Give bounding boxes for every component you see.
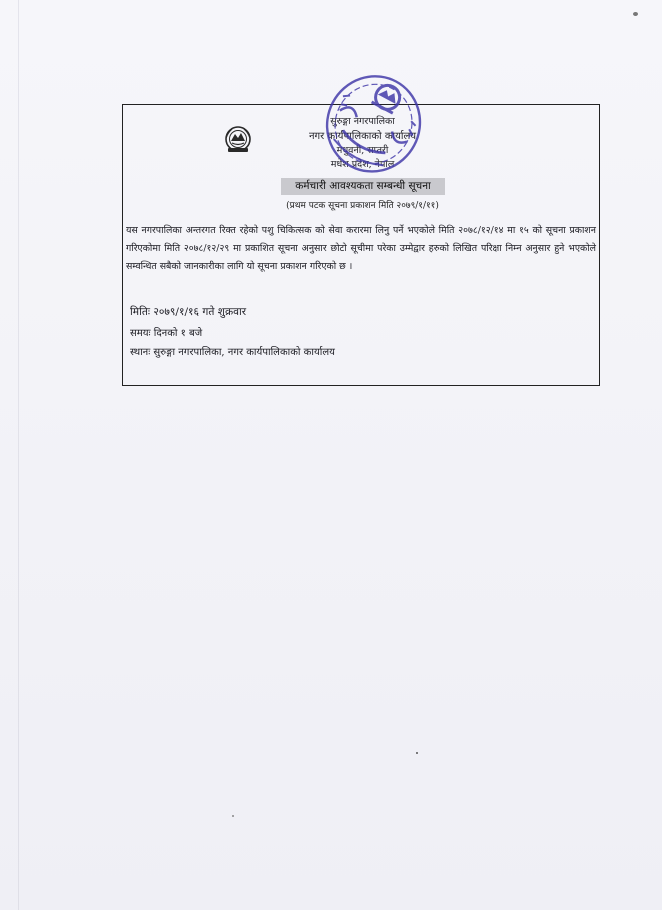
scan-speck — [416, 752, 418, 754]
scan-speck — [232, 815, 234, 817]
header-office-name: नगर कार्यपालिकाको कार्यालय — [308, 131, 417, 142]
header-province: मधेश प्रदेश, नेपाल — [330, 159, 395, 170]
notice-title: कर्मचारी आवश्यकता सम्बन्धी सूचना — [281, 178, 445, 195]
exam-time-line: समयः दिनको १ बजे — [130, 328, 203, 339]
page-fold-line — [18, 0, 19, 910]
scan-speck — [633, 12, 638, 16]
exam-date-line: मितिः २०७९/१/१६ गते शुक्रवार — [130, 306, 247, 318]
notice-body-paragraph: यस नगरपालिका अन्तरगत रिक्त रहेको पशु चिकित्सक को सेवा करारमा लिनु पर्ने भएकोले मिति २०७८/१२/१४ मा १५ को सूचना प्रकाशन गरिएकोमा मिति २०७८/१२/२९ मा प्रकाशित सूचना अनुसार छोटो सूचीमा परेका उम्मेद्वार हरुको लिखित परिक्षा निम्न अनुसार हुने भएकोले सम्वन्धित सबैको जानकारीका लागि यो सूचना प्रकाशन गरिएको छ । — [126, 225, 596, 272]
notice-subtitle: (प्रथम पटक सूचना प्रकाशन मिति २०७९/१/११) — [286, 201, 439, 211]
header-municipality-name: सुरुङ्गा नगरपालिका — [330, 116, 395, 127]
municipality-seal-stamp — [316, 64, 432, 182]
exam-place-line: स्थानः सुरुङ्गा नगरपालिका, नगर कार्यपालिकाको कार्यालय — [130, 347, 335, 358]
header-address: मधुवनी, सप्तरी — [336, 145, 389, 156]
